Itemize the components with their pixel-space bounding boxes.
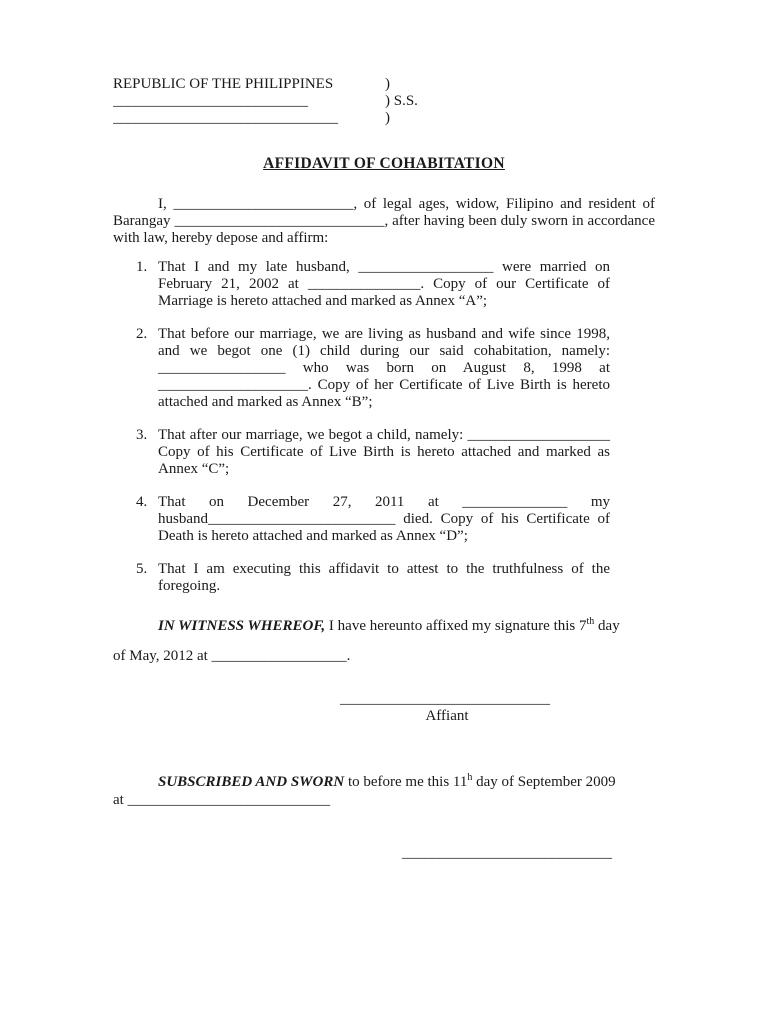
item-text-truthfulness: That I am executing this affidavit to attest to the truthfulness of the foregoing. <box>158 561 610 594</box>
header-province-blank: __________________________ <box>113 93 308 109</box>
item-number: 4. <box>136 494 148 510</box>
header-paren-2: ) <box>385 110 390 126</box>
witness-date-place-line: of May, 2012 at __________________. <box>113 648 351 664</box>
item-number: 1. <box>136 259 148 275</box>
header-republic-line: REPUBLIC OF THE PHILIPPINES <box>113 76 334 92</box>
item-number: 3. <box>136 427 148 443</box>
header-row <box>113 93 655 110</box>
intro-paragraph: I, ________________________, of legal ages, widow, Filipino and resident of Barangay ____________________________, after having been duly sworn in accordance with law, hereby depose and affirm: <box>113 196 655 246</box>
list-item-2 <box>136 326 610 411</box>
jurat-lead: SUBSCRIBED AND SWORN <box>158 774 345 790</box>
header-row <box>113 76 655 93</box>
jurat-place-line: at ___________________________ <box>113 792 331 808</box>
witness-clause <box>113 611 655 671</box>
item-text-husband-death: That on December 27, 2011 at ______________ my husband_________________________ died. Copy of his Certificate of Death is hereto attached and marked as Annex “D”; <box>158 494 610 544</box>
header-city-blank: ______________________________ <box>113 110 338 126</box>
item-text-child-after-marriage: That after our marriage, we begot a child, namely: ___________________ Copy of his Certificate of Live Birth is hereto attached and marked as Annex “C”; <box>158 427 610 477</box>
ordinal-suffix: th <box>586 616 595 627</box>
header-row <box>113 110 655 127</box>
item-number: 5. <box>136 561 148 577</box>
affiant-signature-line: ____________________________ <box>340 691 550 707</box>
ordinal-suffix: h <box>467 772 473 783</box>
item-number: 2. <box>136 326 148 342</box>
item-text-marriage: That I and my late husband, __________________ were married on February 21, 2002 at _______________. Copy of our Certificate of Marriage is hereto attached and marked as Annex “A”; <box>158 259 610 309</box>
witness-body-end: day <box>594 618 620 634</box>
witness-body: I have hereunto affixed my signature this 7 <box>325 618 587 634</box>
list-item-5 <box>136 561 610 595</box>
jurat-body: to before me this 11 <box>344 774 468 790</box>
item-text-cohabitation: That before our marriage, we are living as husband and wife since 1998, and we begot one (1) child during our said cohabitation, namely: _________________ who was born on August 8, 1998 at ____________________. Copy of her Certificate of Live Birth is hereto attached and marked as Annex “B”; <box>158 326 610 410</box>
list-item-3 <box>136 427 610 478</box>
jurat-body-end: day of September 2009 <box>472 774 616 790</box>
notary-signature-line: ____________________________ <box>402 845 612 861</box>
list-item-4 <box>136 494 610 545</box>
affirmation-list <box>113 259 655 595</box>
witness-lead: IN WITNESS WHEREOF, <box>158 618 326 634</box>
jurat-clause <box>113 773 655 809</box>
affiant-signature-block <box>340 691 554 725</box>
affiant-label: Affiant <box>425 708 469 724</box>
header-paren-1: ) <box>385 76 390 92</box>
list-item-1 <box>136 259 610 310</box>
document-title: AFFIDAVIT OF COHABITATION <box>263 155 505 172</box>
header-paren-ss: ) S.S. <box>385 93 418 109</box>
venue-header <box>113 76 655 127</box>
